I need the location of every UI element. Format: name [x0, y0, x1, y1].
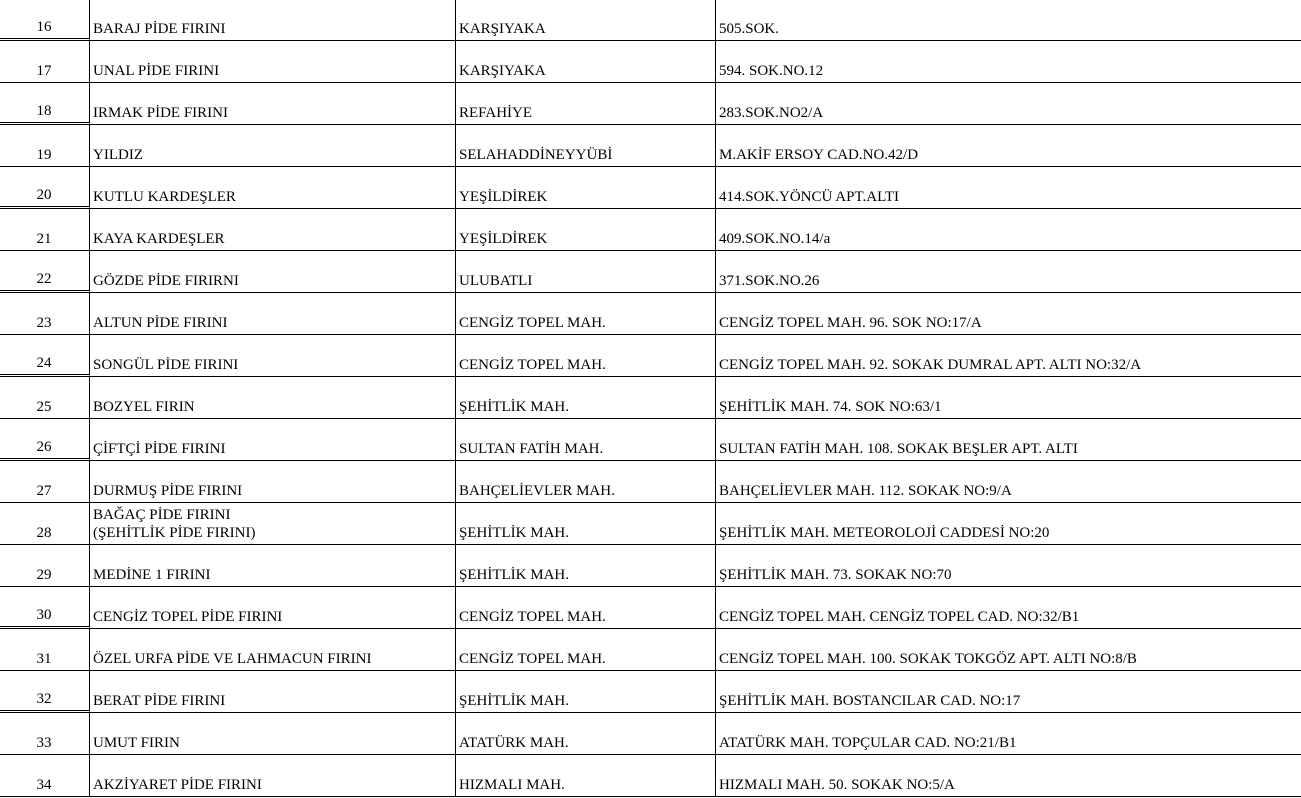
district: SULTAN FATİH MAH.	[459, 441, 604, 457]
row-number: 26	[36, 439, 52, 455]
address: ATATÜRK MAH. TOPÇULAR CAD. NO:21/B1	[719, 735, 1017, 751]
address-cell	[716, 167, 1301, 209]
district-cell	[456, 587, 716, 629]
row-number: 31	[36, 651, 52, 667]
bakery-name: BERAT PİDE FIRINI	[93, 693, 226, 709]
bakery-name: BOZYEL FIRIN	[93, 399, 195, 415]
address-cell	[716, 587, 1301, 629]
row-number: 28	[36, 525, 52, 541]
address-cell	[716, 545, 1301, 587]
row-number-cell	[0, 167, 90, 209]
row-number: 34	[36, 777, 52, 793]
row-number: 30	[36, 607, 52, 623]
row-number-cell	[0, 461, 90, 503]
district-cell	[456, 461, 716, 503]
address: ŞEHİTLİK MAH. 73. SOKAK NO:70	[719, 567, 952, 583]
bakery-name-multiline	[93, 506, 255, 542]
bakery-name-cell	[90, 755, 456, 797]
row-number-cell	[0, 125, 90, 167]
district: BAHÇELİEVLER MAH.	[459, 483, 615, 499]
address-cell	[716, 293, 1301, 335]
bakery-name-cell	[90, 461, 456, 503]
row-number: 20	[36, 187, 52, 203]
bakery-name: GÖZDE PİDE FIRIRNI	[93, 273, 239, 289]
bakery-name-cell	[90, 335, 456, 377]
address: ŞEHİTLİK MAH. METEOROLOJİ CADDESİ NO:20	[719, 525, 1050, 541]
district: SELAHADDİNEYYÜBİ	[459, 147, 613, 163]
district-cell	[456, 293, 716, 335]
bakery-name: BARAJ PİDE FIRINI	[93, 21, 226, 37]
district-cell	[456, 755, 716, 797]
row-number: 16	[36, 19, 52, 35]
row-number: 27	[36, 483, 52, 499]
bakery-name: SONGÜL PİDE FIRINI	[93, 357, 239, 373]
address: CENGİZ TOPEL MAH. 100. SOKAK TOKGÖZ APT. ALTI NO:8/B	[719, 651, 1137, 667]
address: M.AKİF ERSOY CAD.NO.42/D	[719, 147, 919, 163]
address-cell	[716, 335, 1301, 377]
district: KARŞIYAKA	[459, 21, 546, 37]
bakery-name-cell	[90, 671, 456, 713]
bakery-name: ÖZEL URFA PİDE VE LAHMACUN FIRINI	[93, 651, 372, 667]
bakery-name: MEDİNE 1 FIRINI	[93, 567, 211, 583]
row-number-cell	[0, 545, 90, 587]
address-cell	[716, 461, 1301, 503]
district: ŞEHİTLİK MAH.	[459, 693, 569, 709]
district-cell	[456, 251, 716, 293]
row-number-cell	[0, 419, 90, 461]
address-cell	[716, 0, 1301, 41]
table-row	[0, 671, 1301, 713]
bakery-name-cell	[90, 83, 456, 125]
bakery-name-cell	[90, 545, 456, 587]
district: ŞEHİTLİK MAH.	[459, 567, 569, 583]
bakery-name: BAĞAÇ PİDE FIRINI	[93, 507, 231, 523]
district: ŞEHİTLİK MAH.	[459, 399, 569, 415]
bakery-name: UNAL PİDE FIRINI	[93, 63, 220, 79]
district-cell	[456, 335, 716, 377]
bakery-name-cell	[90, 167, 456, 209]
district: KARŞIYAKA	[459, 63, 546, 79]
row-number-cell	[0, 755, 90, 797]
address-cell	[716, 251, 1301, 293]
district: CENGİZ TOPEL MAH.	[459, 609, 606, 625]
bakery-name-cell	[90, 293, 456, 335]
address-cell	[716, 125, 1301, 167]
address: CENGİZ TOPEL MAH. CENGİZ TOPEL CAD. NO:32/B1	[719, 609, 1080, 625]
table-row	[0, 461, 1301, 503]
district: YEŞİLDİREK	[459, 231, 548, 247]
address: 505.SOK.	[719, 21, 780, 37]
address: BAHÇELİEVLER MAH. 112. SOKAK NO:9/A	[719, 483, 1012, 499]
district-cell	[456, 671, 716, 713]
address: 414.SOK.YÖNCÜ APT.ALTI	[719, 189, 900, 205]
address: 283.SOK.NO2/A	[719, 105, 824, 121]
district: CENGİZ TOPEL MAH.	[459, 315, 606, 331]
district: CENGİZ TOPEL MAH.	[459, 357, 606, 373]
table-row	[0, 503, 1301, 545]
bakery-name-cell	[90, 377, 456, 419]
table-row	[0, 335, 1301, 377]
row-number-cell	[0, 0, 90, 41]
table-row	[0, 713, 1301, 755]
row-number: 17	[36, 63, 52, 79]
bakery-name: KUTLU KARDEŞLER	[93, 189, 236, 205]
district-cell	[456, 503, 716, 545]
district-cell	[456, 377, 716, 419]
district: HIZMALI MAH.	[459, 777, 565, 793]
district: YEŞİLDİREK	[459, 189, 548, 205]
address-cell	[716, 41, 1301, 83]
bakery-name: IRMAK PİDE FIRINI	[93, 105, 228, 121]
table-row	[0, 419, 1301, 461]
district-cell	[456, 419, 716, 461]
address: 371.SOK.NO.26	[719, 273, 820, 289]
row-number: 23	[36, 315, 52, 331]
district-cell	[456, 629, 716, 671]
district-cell	[456, 713, 716, 755]
table-row	[0, 0, 1301, 41]
row-number-cell	[0, 629, 90, 671]
bakery-name-cell	[90, 419, 456, 461]
row-number-cell	[0, 377, 90, 419]
bakery-name: DURMUŞ PİDE FIRINI	[93, 483, 243, 499]
district-cell	[456, 0, 716, 41]
row-number-cell	[0, 83, 90, 125]
bakery-name-cell	[90, 629, 456, 671]
address-cell	[716, 713, 1301, 755]
district: ULUBATLI	[459, 273, 533, 289]
address: 594. SOK.NO.12	[719, 63, 824, 79]
address: HIZMALI MAH. 50. SOKAK NO:5/A	[719, 777, 955, 793]
bakery-name-cell	[90, 713, 456, 755]
bakery-name-cell	[90, 41, 456, 83]
row-number-cell	[0, 209, 90, 251]
row-number: 18	[36, 103, 52, 119]
address-cell	[716, 503, 1301, 545]
bakery-name: KAYA KARDEŞLER	[93, 231, 225, 247]
address-cell	[716, 209, 1301, 251]
table-row	[0, 629, 1301, 671]
table-row	[0, 587, 1301, 629]
row-number: 25	[36, 399, 52, 415]
address-cell	[716, 629, 1301, 671]
district: CENGİZ TOPEL MAH.	[459, 651, 606, 667]
bakery-name-cell	[90, 251, 456, 293]
table-row	[0, 377, 1301, 419]
row-number: 19	[36, 147, 52, 163]
row-number-cell	[0, 503, 90, 545]
row-number-cell	[0, 671, 90, 713]
bakery-name-alt: (ŞEHİTLİK PİDE FIRINI)	[93, 525, 256, 541]
bakery-name: UMUT FIRIN	[93, 735, 180, 751]
bakery-name-cell	[90, 209, 456, 251]
bakery-name: CENGİZ TOPEL PİDE FIRINI	[93, 609, 283, 625]
district: ATATÜRK MAH.	[459, 735, 569, 751]
district-cell	[456, 209, 716, 251]
row-number: 32	[36, 691, 52, 707]
address-cell	[716, 377, 1301, 419]
bakery-name: AKZİYARET PİDE FIRINI	[93, 777, 262, 793]
address: CENGİZ TOPEL MAH. 96. SOK NO:17/A	[719, 315, 982, 331]
row-number-cell	[0, 251, 90, 293]
row-number: 29	[36, 567, 52, 583]
row-number-cell	[0, 293, 90, 335]
row-number: 24	[36, 355, 52, 371]
district: REFAHİYE	[459, 105, 533, 121]
row-number: 22	[36, 271, 52, 287]
table-row	[0, 545, 1301, 587]
address: CENGİZ TOPEL MAH. 92. SOKAK DUMRAL APT. ALTI NO:32/A	[719, 357, 1142, 373]
address-cell	[716, 419, 1301, 461]
table-row	[0, 167, 1301, 209]
row-number-cell	[0, 587, 90, 629]
bakery-name-cell	[90, 587, 456, 629]
address: SULTAN FATİH MAH. 108. SOKAK BEŞLER APT. ALTI	[719, 441, 1078, 457]
table-row	[0, 755, 1301, 797]
bakery-name-cell	[90, 125, 456, 167]
address-cell	[716, 671, 1301, 713]
address: 409.SOK.NO.14/a	[719, 231, 831, 247]
district: ŞEHİTLİK MAH.	[459, 525, 569, 541]
row-number-cell	[0, 713, 90, 755]
table-row	[0, 209, 1301, 251]
district-cell	[456, 167, 716, 209]
bakery-name-cell	[90, 503, 456, 545]
bakery-name: ÇİFTÇİ PİDE FIRINI	[93, 441, 226, 457]
bakery-name: YILDIZ	[93, 147, 143, 163]
table-row	[0, 251, 1301, 293]
district-cell	[456, 41, 716, 83]
bakery-name-cell	[90, 0, 456, 41]
district-cell	[456, 83, 716, 125]
row-number-cell	[0, 335, 90, 377]
district-cell	[456, 545, 716, 587]
row-number: 33	[36, 735, 52, 751]
row-number-cell	[0, 41, 90, 83]
table-row	[0, 83, 1301, 125]
row-number: 21	[36, 231, 52, 247]
bakery-name: ALTUN PİDE FIRINI	[93, 315, 228, 331]
table-row	[0, 41, 1301, 83]
address: ŞEHİTLİK MAH. 74. SOK NO:63/1	[719, 399, 942, 415]
address-cell	[716, 83, 1301, 125]
table-row	[0, 125, 1301, 167]
table-row	[0, 293, 1301, 335]
district-cell	[456, 125, 716, 167]
address: ŞEHİTLİK MAH. BOSTANCILAR CAD. NO:17	[719, 693, 1021, 709]
address-cell	[716, 755, 1301, 797]
